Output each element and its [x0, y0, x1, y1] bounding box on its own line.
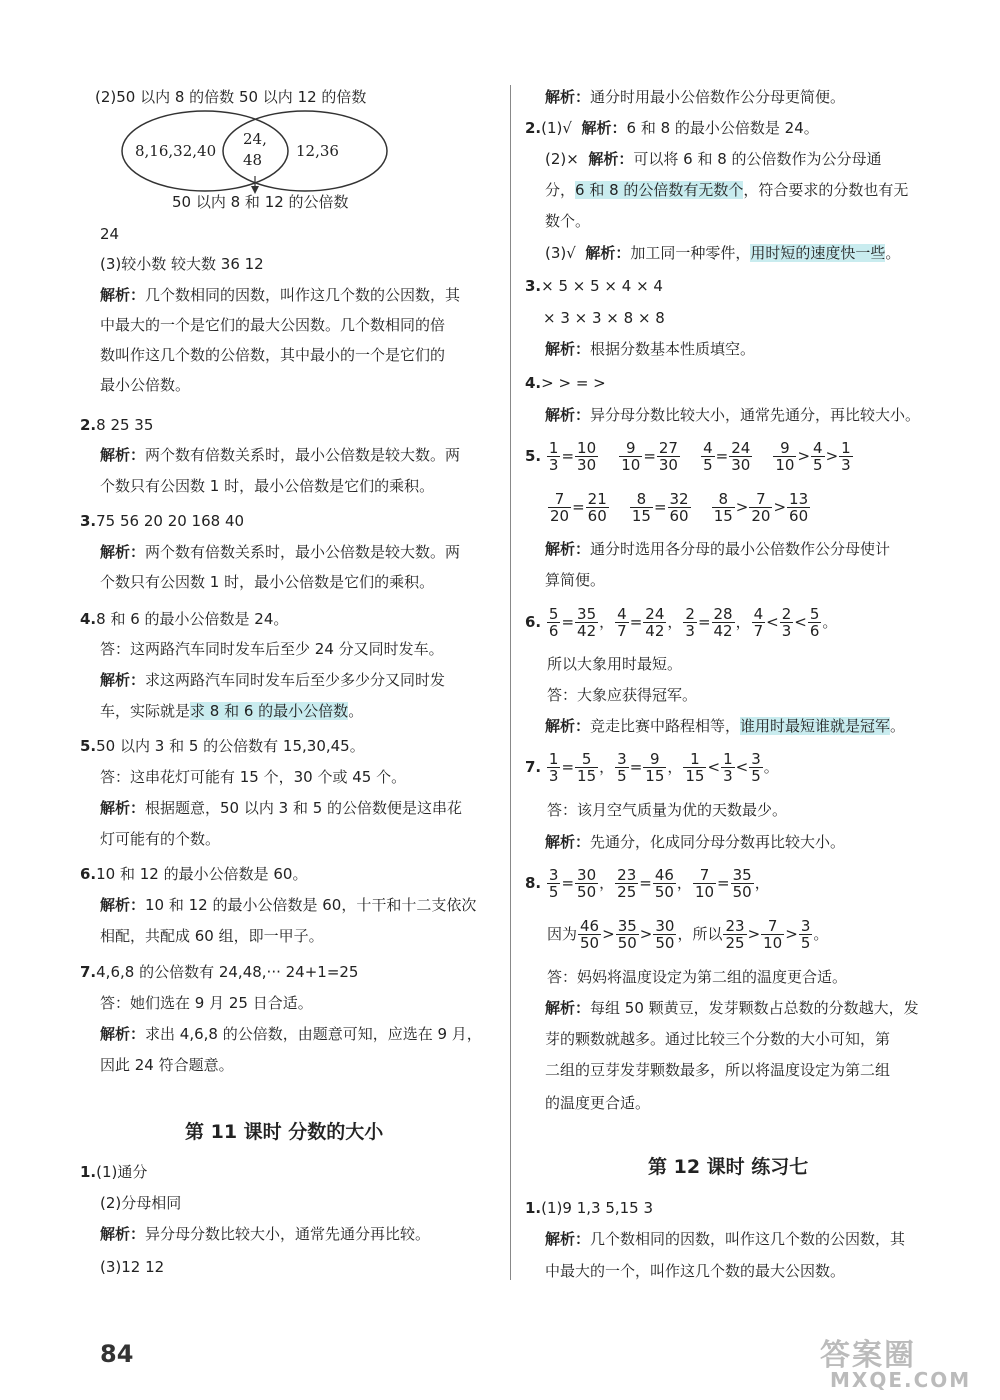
fraction: $\frac{5}{15}$ [577, 750, 597, 785]
fraction: $\frac{21}{60}$ [587, 490, 607, 525]
section-title-12: 第 12 课时 练习七 [648, 1156, 809, 1178]
page-number: 84 [100, 1340, 134, 1368]
r-analysis-4: 异分母分数比较大小，通常先通分，再比较大小。 [590, 406, 921, 424]
r-answer-8-reply: 答：妈妈将温度设定为第二组的温度更合适。 [547, 968, 848, 986]
r-analysis-6-highlight: 谁用时最短谁就是冠军 [740, 717, 891, 735]
jiexi-label: 解析： [545, 833, 591, 851]
venn-only-12: 12,36 [296, 142, 339, 160]
fraction: $\frac{13}{60}$ [789, 490, 809, 525]
analysis-1-line: 几个数相同的因数，叫作这几个数的公因数，其 [145, 286, 461, 304]
s11-answer-3: (3)12 12 [100, 1258, 165, 1276]
r-analysis-2-2-highlight: 6 和 8 的公倍数有无数个 [575, 181, 744, 199]
question-number: 8. [525, 874, 542, 892]
jiexi-label: 解析： [545, 406, 591, 424]
r-answer-4: > > = > [541, 374, 606, 392]
fraction: $\frac{30}{50}$ [577, 866, 597, 901]
fraction: $\frac{9}{15}$ [645, 750, 665, 785]
s12-analysis: 中最大的一个，叫作这几个数的最大公因数。 [545, 1262, 846, 1280]
question-number: 2. [80, 416, 97, 434]
answer-2: 8 25 35 [96, 416, 154, 434]
fraction: $\frac{2}{3}$ [781, 605, 792, 640]
r-analysis-8: 芽的颗数就越多。通过比较三个分数的大小可知，第 [545, 1030, 891, 1048]
analysis-7-line: 因此 24 符合题意。 [100, 1056, 234, 1074]
question-number: 6. [80, 865, 97, 883]
r-analysis-8: 二组的豆芽发芽颗数最多，所以将温度设定为第二组 [545, 1061, 891, 1079]
fraction: $\frac{1}{3}$ [723, 750, 733, 785]
fraction: $\frac{5}{6}$ [548, 605, 559, 640]
s11-analysis: 异分母分数比较大小，通常先通分再比较。 [145, 1225, 431, 1243]
answer-4: 8 和 6 的最小公倍数是 24。 [96, 610, 289, 628]
fraction: $\frac{10}{30}$ [577, 439, 597, 474]
question-number: 2. [525, 119, 542, 137]
answer-5-reply: 答：这串花灯可能有 15 个，30 个或 45 个。 [100, 768, 407, 786]
fraction: $\frac{28}{42}$ [713, 605, 733, 640]
fraction: $\frac{3}{5}$ [617, 750, 627, 785]
analysis-2-line: 两个数有倍数关系时，最小公倍数是较大数。两 [145, 446, 461, 464]
fraction: $\frac{35}{50}$ [732, 866, 752, 901]
jiexi-label: 解析： [100, 1025, 146, 1043]
question-number: 6. [525, 613, 542, 631]
r-answer-8-text: 因为 [547, 925, 578, 943]
answer-7: 4,6,8 的公倍数有 24,48,··· 24+1=25 [96, 963, 359, 981]
r-analysis-6: 。 [890, 717, 906, 735]
jiexi-label: 解析： [100, 799, 146, 817]
fraction: $\frac{7}{20}$ [550, 490, 570, 525]
answer-24: 24 [100, 225, 120, 243]
r-analysis-2-2-end: 数个。 [545, 212, 591, 230]
analysis-2-line: 个数只有公因数 1 时，最小公倍数是它们的乘积。 [100, 477, 435, 495]
analysis-1-line: 数叫作这几个数的公倍数，其中最小的一个是它们的 [100, 346, 446, 364]
fraction: $\frac{46}{50}$ [654, 866, 674, 901]
r-analysis-2-1: 6 和 8 的最小公倍数是 24。 [626, 119, 819, 137]
r-answer-8-row2: 因为 $\frac{46}{50}$ > $\frac{35}{50}$ > $\frac{30}{50}$ ，所以 $\frac{23}{25}$ > $\frac{7}{10}$ > $\frac{3}{5}$ 。 [547, 917, 829, 952]
r-answer-3b: × 3 × 3 × 8 × 8 [543, 309, 665, 327]
s11-answer-2: (2)分母相同 [100, 1194, 182, 1212]
r-analysis-8: 的温度更合适。 [545, 1094, 651, 1112]
jiexi-label: 解析： [100, 1225, 146, 1243]
fraction: $\frac{1}{15}$ [685, 750, 705, 785]
fraction: $\frac{4}{7}$ [617, 605, 627, 640]
r-answer-2-1: (1)√ [541, 119, 572, 137]
fraction: $\frac{23}{25}$ [725, 917, 745, 952]
r-analysis-2-3-highlight: 用时短的速度快一些 [750, 244, 886, 262]
s12-answer-1: (1)9 1,3 5,15 3 [541, 1199, 654, 1217]
fraction: $\frac{8}{15}$ [631, 490, 651, 525]
fraction: $\frac{1}{3}$ [548, 750, 559, 785]
fraction: $\frac{24}{30}$ [731, 439, 751, 474]
venn-common-top: 24, [243, 130, 267, 148]
jiexi-label: 解析： [588, 150, 634, 168]
r-analysis-2-2-text: 分， [545, 181, 576, 199]
jiexi-label: 解析： [545, 717, 591, 735]
analysis-6-line: 10 和 12 的最小公倍数是 60，十干和十二支依次 [145, 896, 477, 914]
analysis-6-line: 相配，共配成 60 组，即一甲子。 [100, 927, 324, 945]
jiexi-label: 解析： [545, 540, 591, 558]
question-number: 4. [80, 610, 97, 628]
jiexi-label: 解析： [545, 999, 591, 1017]
r-analysis-2-3: 加工同一种零件， [630, 244, 751, 262]
r-answer-6-reply: 答：大象应获得冠军。 [547, 686, 698, 704]
question-number: 4. [525, 374, 542, 392]
fraction: $\frac{7}{20}$ [751, 490, 771, 525]
r-answer-7-row1: 7. $\frac{1}{3}$ = $\frac{5}{15}$ ， $\frac{3}{5}$ = $\frac{9}{15}$ ， $\frac{1}{15}$ < $\frac{1}{3}$ < $\frac{3}{5}$ 。 [525, 750, 779, 785]
r-answer-5-row1: 5. $\frac{1}{3}$ = $\frac{10}{30}$ $\frac{9}{10}$ = $\frac{27}{30}$ $\frac{4}{5}$ = $\frac{24}{30}$ $\frac{9}{10}$ > $\frac{4}{5}$ > $\frac{1}{3}$ [525, 439, 851, 474]
analysis-4-highlight: 求 8 和 6 的最小公倍数 [190, 702, 349, 720]
fraction: $\frac{7}{10}$ [694, 866, 715, 901]
jiexi-label: 解析： [100, 286, 146, 304]
analysis-7-line: 求出 4,6,8 的公倍数，由题意可知，应选在 9 月， [145, 1025, 482, 1043]
r-analysis-2-3: 。 [885, 244, 901, 262]
answer-6: 10 和 12 的最小公倍数是 60。 [96, 865, 308, 883]
r-answer-8-row1: 8. $\frac{3}{5}$ = $\frac{30}{50}$ ， $\frac{23}{25}$ = $\frac{46}{50}$ ， $\frac{7}{10}$ = $\frac{35}{50}$ ， [525, 866, 770, 901]
r-analysis-3: 根据分数基本性质填空。 [590, 340, 756, 358]
jiexi-label: 解析： [100, 543, 146, 561]
fraction: $\frac{23}{25}$ [617, 866, 637, 901]
venn-heading: (2)50 以内 8 的倍数 50 以内 12 的倍数 [95, 88, 367, 106]
answer-3: 75 56 20 20 168 40 [96, 512, 245, 530]
venn-only-8: 8,16,32,40 [135, 142, 217, 160]
r-analysis-5: 算简便。 [545, 571, 606, 589]
analysis-4-line: 求这两路汽车同时发车后至少多少分又同时发 [145, 671, 446, 689]
jiexi-label: 解析： [545, 1230, 591, 1248]
analysis-3-line: 个数只有公因数 1 时，最小公倍数是它们的乘积。 [100, 573, 435, 591]
fraction: $\frac{35}{42}$ [577, 605, 597, 640]
jiexi-label: 解析： [585, 244, 631, 262]
analysis-4-text: 车，实际就是 [100, 702, 191, 720]
fraction: $\frac{8}{15}$ [713, 490, 733, 525]
column-divider [510, 85, 511, 1280]
r-answer-7-reply: 答：该月空气质量为优的天数最少。 [547, 801, 788, 819]
analysis-1-line: 中最大的一个是它们的最大公因数。几个数相同的倍 [100, 316, 446, 334]
r-analysis-8: 每组 50 颗黄豆，发芽颗数占总数的分数越大，发 [590, 999, 919, 1017]
s12-analysis: 几个数相同的因数，叫作这几个数的公因数，其 [590, 1230, 906, 1248]
fraction: $\frac{32}{60}$ [669, 490, 689, 525]
jiexi-label: 解析： [100, 446, 146, 464]
fraction: $\frac{4}{5}$ [813, 439, 823, 474]
question-number: 3. [525, 277, 542, 295]
analysis-1-line: 最小公倍数。 [100, 376, 191, 394]
r-answer-2-3: (3)√ [545, 244, 576, 262]
r-answer-5-row2: $\frac{7}{20}$ = $\frac{21}{60}$ $\frac{8}{15}$ = $\frac{32}{60}$ $\frac{8}{15}$ > $\frac{7}{20}$ > $\frac{13}{60}$ [550, 490, 809, 525]
analysis-3-line: 两个数有倍数关系时，最小公倍数是较大数。两 [145, 543, 461, 561]
fraction: $\frac{9}{10}$ [775, 439, 795, 474]
answer-1-3: (3)较小数 较大数 36 12 [100, 255, 264, 273]
analysis-4-text: 。 [348, 702, 364, 720]
analysis-5-line: 灯可能有的个数。 [100, 830, 221, 848]
r-answer-3a: × 5 × 5 × 4 × 4 [541, 277, 663, 295]
question-number: 7. [525, 758, 542, 776]
r-answer-2-2: (2)× [545, 150, 579, 168]
question-number: 1. [80, 1163, 97, 1181]
r-analysis-5: 通分时选用各分母的最小公倍数作公分母使计 [590, 540, 891, 558]
answer-7-reply: 答：她们选在 9 月 25 日合适。 [100, 994, 313, 1012]
fraction: $\frac{46}{50}$ [580, 917, 600, 952]
fraction: $\frac{3}{5}$ [548, 866, 559, 901]
fraction: $\frac{1}{3}$ [841, 439, 851, 474]
question-number: 7. [80, 963, 97, 981]
r-answer-6-row1: 6. $\frac{5}{6}$ = $\frac{35}{42}$ ， $\frac{4}{7}$ = $\frac{24}{42}$ ， $\frac{2}{3}$ = $\frac{28}{42}$ ， $\frac{4}{7}$ < $\frac{2}{3}$ < $\frac{5}{6}$ 。 [525, 605, 838, 640]
s11-answer-1: (1)通分 [96, 1163, 148, 1181]
fraction: $\frac{3}{5}$ [751, 750, 761, 785]
fraction: $\frac{35}{50}$ [617, 917, 637, 952]
jiexi-label: 解析： [545, 340, 591, 358]
fraction: $\frac{4}{5}$ [703, 439, 713, 474]
question-number: 1. [525, 1199, 542, 1217]
r-analysis-2-2: 可以将 6 和 8 的公倍数作为公分母通 [633, 150, 882, 168]
r-analysis-7: 先通分，化成同分母分数再比较大小。 [590, 833, 846, 851]
question-number: 3. [80, 512, 97, 530]
fraction: $\frac{2}{3}$ [685, 605, 695, 640]
section-title-11: 第 11 课时 分数的大小 [185, 1121, 384, 1143]
fraction: $\frac{24}{42}$ [645, 605, 665, 640]
fraction: $\frac{27}{30}$ [658, 439, 678, 474]
watermark-logo: 答案圈 [820, 1338, 916, 1373]
answer-4-reply: 答：这两路汽车同时发车后至少 24 分又同时发车。 [100, 640, 444, 658]
r-analysis-6: 竞走比赛中路程相等， [590, 717, 741, 735]
question-number: 5. [80, 737, 97, 755]
r-analysis-0: 通分时用最小公倍数作公分母更简便。 [590, 88, 846, 106]
jiexi-label: 解析： [100, 896, 146, 914]
fraction: $\frac{3}{5}$ [800, 917, 811, 952]
r-answer-8-text: ，所以 [677, 925, 723, 943]
answer-5: 50 以内 3 和 5 的公倍数有 15,30,45。 [96, 737, 365, 755]
fraction: $\frac{5}{6}$ [809, 605, 820, 640]
r-answer-6-row2: 所以大象用时最短。 [547, 655, 683, 673]
venn-common-bottom: 48 [243, 151, 263, 169]
fraction: $\frac{1}{3}$ [548, 439, 559, 474]
r-analysis-2-2-text: ，符合要求的分数也有无 [743, 181, 909, 199]
question-number: 5. [525, 447, 542, 465]
fraction: $\frac{7}{10}$ [763, 917, 783, 952]
watermark-url: MXQE.COM [830, 1368, 972, 1392]
jiexi-label: 解析： [545, 88, 591, 106]
fraction: $\frac{30}{50}$ [655, 917, 675, 952]
analysis-5-line: 根据题意，50 以内 3 和 5 的公倍数便是这串花 [145, 799, 463, 817]
fraction: $\frac{9}{10}$ [621, 439, 641, 474]
fraction: $\frac{4}{7}$ [753, 605, 764, 640]
jiexi-label: 解析： [100, 671, 146, 689]
jiexi-label: 解析： [581, 119, 627, 137]
venn-caption: 50 以内 8 和 12 的公倍数 [172, 193, 349, 211]
